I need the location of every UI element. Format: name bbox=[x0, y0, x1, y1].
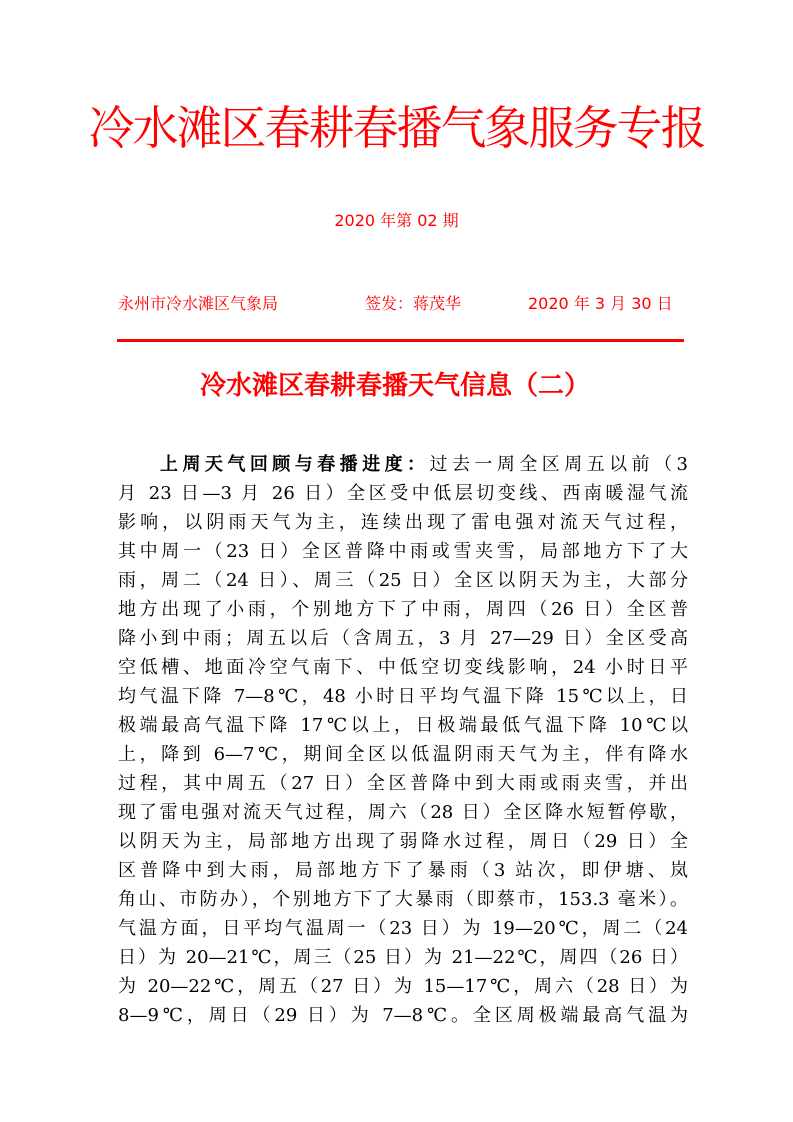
lead-label: 上周天气回顾与春播进度： bbox=[160, 454, 430, 475]
body-line bbox=[118, 450, 688, 479]
body-line-text: 过去一周全区周五以前（3 bbox=[429, 454, 689, 475]
article-body bbox=[118, 450, 688, 1030]
body-line: 现了雷电强对流天气过程，周六（28 日）全区降水短暂停歇， bbox=[118, 802, 688, 823]
body-line: 雨，周二（24 日）、周三（25 日）全区以阴天为主，大部分 bbox=[118, 570, 688, 591]
body-line: 影响，以阴雨天气为主，连续出现了雷电强对流天气过程， bbox=[118, 512, 688, 533]
signer: 签发：蒋茂华 bbox=[365, 294, 462, 313]
body-line: 日）为 20—21℃，周三（25 日）为 21—22℃，周四（26 日） bbox=[118, 947, 688, 968]
body-line: 区普降中到大雨，局部地方下了暴雨（3 站次，即伊塘、岚 bbox=[118, 860, 688, 881]
body-line: 地方出现了小雨，个别地方下了中雨，周四（26 日）全区普 bbox=[118, 599, 688, 620]
body-line: 空低槽、地面冷空气南下、中低空切变线影响，24 小时日平 bbox=[118, 657, 688, 678]
body-line: 8—9℃，周日（29 日）为 7—8℃。全区周极端最高气温为 bbox=[118, 1005, 688, 1026]
issue-date: 2020 年 3 月 30 日 bbox=[528, 294, 673, 313]
body-line: 过程，其中周五（27 日）全区普降中到大雨或雨夹雪，并出 bbox=[118, 773, 688, 794]
body-line: 极端最高气温下降 17℃以上，日极端最低气温下降 10℃以 bbox=[118, 715, 688, 736]
body-line: 为 20—22℃，周五（27 日）为 15—17℃，周六（28 日）为 bbox=[118, 976, 688, 997]
body-line: 气温方面，日平均气温周一（23 日）为 19—20℃，周二（24 bbox=[118, 918, 688, 939]
body-line: 以阴天为主，局部地方出现了弱降水过程，周日（29 日）全 bbox=[118, 831, 688, 852]
header-divider bbox=[117, 339, 684, 342]
body-line: 降小到中雨；周五以后（含周五，3 月 27—29 日）全区受高 bbox=[118, 628, 688, 649]
issuing-office: 永州市冷水滩区气象局 bbox=[118, 294, 279, 313]
body-line: 其中周一（23 日）全区普降中雨或雪夹雪，局部地方下了大 bbox=[118, 541, 688, 562]
body-line: 上，降到 6—7℃，期间全区以低温阴雨天气为主，伴有降水 bbox=[118, 744, 688, 765]
issue-number: 2020 年第 02 期 bbox=[334, 211, 459, 230]
body-line: 角山、市防办），个别地方下了大暴雨（即蔡市，153.3 毫米）。 bbox=[118, 889, 688, 910]
body-line: 均气温下降 7—8℃，48 小时日平均气温下降 15℃以上，日 bbox=[118, 686, 688, 707]
article-title: 冷水滩区春耕春播天气信息（二） bbox=[200, 371, 591, 401]
body-line: 月 23 日—3 月 26 日）全区受中低层切变线、西南暖湿气流 bbox=[118, 483, 688, 504]
report-title: 冷水滩区春耕春播气象服务专报 bbox=[88, 101, 705, 155]
